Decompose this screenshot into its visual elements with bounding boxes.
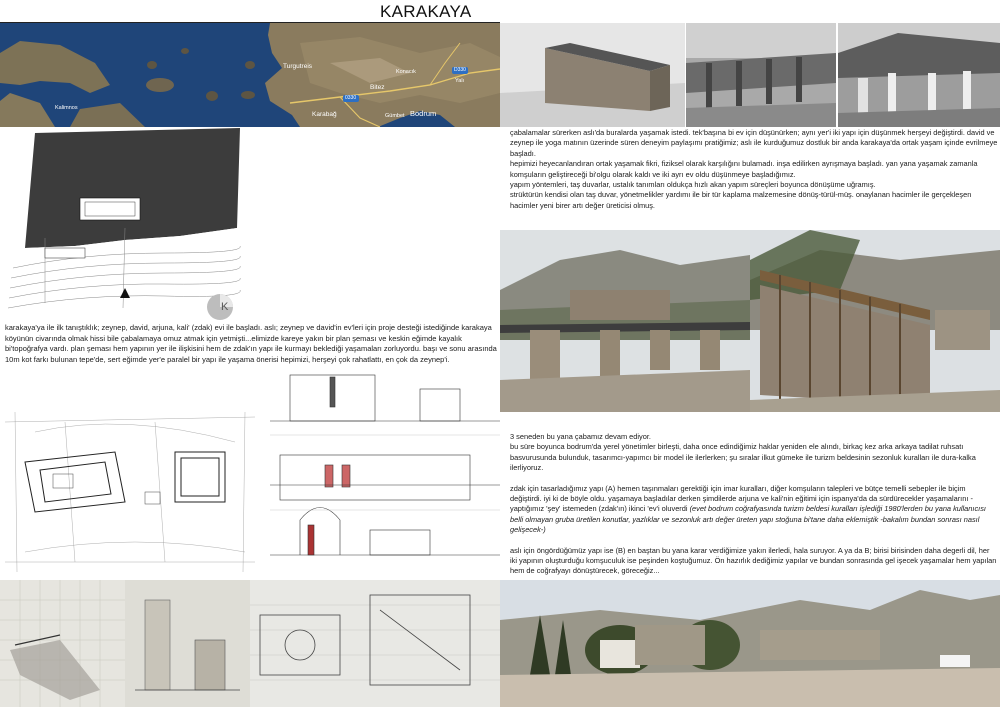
- render-image: [500, 23, 685, 127]
- section-drawing: [270, 365, 500, 570]
- map-label: Kalimnos: [55, 105, 78, 111]
- satellite-map: [0, 23, 500, 127]
- construction-photo-1: [500, 230, 750, 412]
- map-road-label: D330: [454, 67, 466, 73]
- paragraph-a: [510, 484, 998, 536]
- page-title: KARAKAYA: [380, 2, 471, 21]
- construction-photo-bw-1: [686, 23, 836, 127]
- map-label: Konacık: [396, 69, 416, 75]
- paragraph-a-main: zdak için tasarladığımız yapı (A) hemen taşınmaları gerektiği için imar kuralları, diğer komşuların talepleri ve bütçe temelli sebepler ile biçim değiştirdi. iyi ki de böyle oldu. yaşamaya başladılar derken şimdilerde arjuna ve kali'nin eğitimi için ispanya'da da sürdürecekler yaşamalarını - yaptığımız 'şey' istemeden (zdak'ın) ikinci 'ev'i oluverdi: [510, 483, 973, 514]
- text-block-process: [510, 128, 998, 211]
- construction-photo-2: [750, 230, 1000, 412]
- map-label: Bitez: [370, 84, 385, 91]
- intro-paragraph: karakaya'ya ile ilk tanıştıklık; zeynep, david, arjuna, kali' (zdak) evi ile başladı. aslı; zeynep ve david'in ev'leri için proje desteği istediğinde karakaya köyünün civarında olmak hissi bile çabalamaya omuz atmak için yetmişti...elimizde kareye yakın bir plan şeması ve keskin eğimde kayalık bi'topoğrafya vardı. plan şeması hem yapının yer ile ilişkisini hem de zdak'ın yapı ile kurmayı beklediği yaşamaları zorluyordu. başı ve sonu arasında 10m kot farkı bulunan tepe'de, sert eğimde yer'e paralel bir yapı ile yaşama önerisi hepimizi, herşeyi çok rahatlattı, en çok da zeynep'i.: [5, 323, 497, 364]
- paragraph: yapım yöntemleri, taş duvarlar, ustalık tanımları oldukça hızlı akan yapım süreçleri boyunca dönüşüme uğramış.: [510, 180, 876, 190]
- paragraph: strüktürün kendisi olan taş duvar, yönetmelikler yardımı ile bir tür kaplama malzemesine dönüş-türül-müş. onaylanan hacimler ile gerçekleşen hacimler yeni birer artı değer üreticisi olmuş.: [510, 190, 972, 210]
- paragraph: aslı için öngördüğümüz yapı ise (B) en baştan bu yana karar verdiğimize yakın ilerledi, hala suruyor. A ya da B; birisi birisinden daha degerli dil, her iki yapının oluşturduğu komşuculuk ise peşinden koştuğumuz. Ön hazırlık dediğimiz yapılar ve bundan sonrasında gel işecek yaşamalar hem yapılan hem de coğrafyayı dönüştürecek, göreceğiz...: [510, 545, 997, 576]
- floor-plan-drawing: [5, 412, 255, 572]
- map-label: Gümbet: [385, 113, 405, 119]
- sketch-2: [125, 580, 250, 707]
- sketch-1: [0, 580, 125, 707]
- final-building-photo: [500, 580, 1000, 707]
- map-label: Karabağ: [312, 111, 337, 118]
- paragraph: bu süre boyunca bodrum'da yerel yönetimler birleşti, daha once edindiğimiz haklar yeniden ele alındı, birkaç kez arka arkaya tadilat ruhsatı basvurusunda bulunduk, tasarımcı-yapımcı bir model ile ilerlerken; şu sıralar ilkut gümeke ile turizm beldesinin sezonluk kuralları ile dura-kalka ilerliyoruz.: [510, 442, 976, 473]
- map-label: Yalı: [455, 78, 465, 84]
- map-label: Turgutreis: [283, 63, 313, 70]
- paragraph-a-aside: (evet bodrum coğrafyasında turizm beldesi kuralları işlediği 1980'lerden bu yana kullanıcısı belli olmayan gruba üretilen konutlar, yazlıklar ve sezonluk artı değer üreten yapı stoğuna bi'tane daha eklemiştik -bakalım bundan sonrası nasıl gelişecek-): [510, 504, 986, 535]
- sketch-3: [250, 580, 500, 707]
- logo-letter: K: [221, 301, 229, 313]
- text-block-status: [510, 432, 998, 577]
- logo: [205, 292, 235, 322]
- construction-photo-bw-2: [838, 23, 1000, 127]
- paragraph: hepimizi heyecanlandıran ortak yaşamak fikri, fiziksel olarak karşılığını bulamadı. inşa edilirken ayrışmaya başladı. yan yana yaşamak zamanla komşuların geliştireceği bi'olgu olarak kaldı ve iki ayrı ev oldu düşünmeye başladığımız.: [510, 159, 978, 179]
- map-label: Bodrum: [410, 109, 437, 118]
- map-road-label: 0330: [345, 95, 357, 101]
- site-plan-drawing: [5, 128, 245, 318]
- paragraph: 3 seneden bu yana çabamız devam ediyor.: [510, 432, 651, 441]
- paragraph: çabalamalar sürerken aslı'da buralarda yaşamak istedi. tek'başına bi ev için düşünürken; aynı yer'i iki yapı için düşünmek herşeyi değiştirdi. david ve zeynep ile yoga matının üzerinde süren deneyim paylaşımı pratiğimiz; aslı ile kurduğumuz dostluk bir anda karakaya'da ortak yaşam içinde evrilmeye başladı.: [510, 128, 998, 158]
